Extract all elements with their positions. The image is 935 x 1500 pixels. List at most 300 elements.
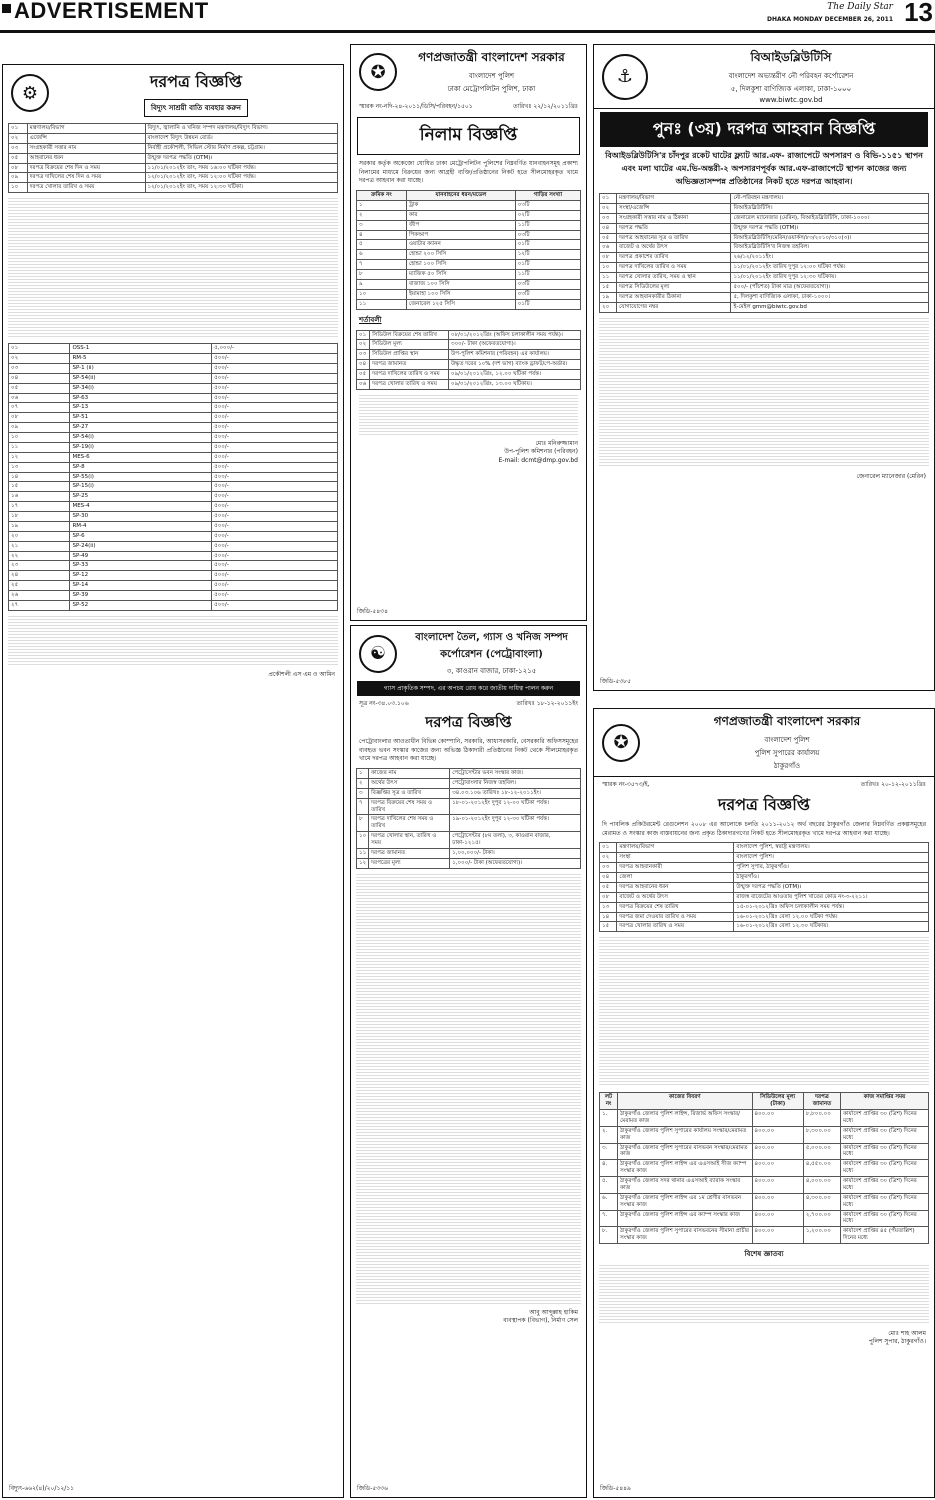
- ad5-info-row-cell: ০৩: [600, 863, 617, 873]
- ad4-info-row-cell: ২: [357, 778, 369, 788]
- ad1-code: বিদ্যুৎ-৬৬২(৪)/২০/১২/১১: [9, 1485, 75, 1492]
- ad1-item-row-cell: ৫০০/-: [212, 551, 338, 561]
- ad4-info-row-cell: দরপত্র দাখিলের শেষ সময় ও তারিখ: [369, 815, 450, 832]
- ad5-work-row-cell: ঠাকুরগাঁও জেলার পুলিশ সুপারের কার্যালয় সংস্কার/মেরামত কাজ: [618, 1126, 752, 1143]
- ad1-item-row: [9, 462, 338, 472]
- ad2-email: E-mail: dcmt@dmp.gov.bd: [498, 456, 578, 464]
- ad4-info-row-cell: দরপত্র খোলার স্থান, তারিখ ও সময়: [369, 832, 450, 849]
- ad5-work-row-cell: ৮,৩০০.০০: [803, 1126, 840, 1143]
- ad1-info-row-cell: ০৯: [9, 173, 28, 183]
- ad1-item-row: [9, 354, 338, 364]
- ad1-item-row-cell: ২১: [9, 541, 70, 551]
- ad2-condition-row: [357, 360, 581, 370]
- masthead-brand: The Daily Star: [827, 2, 893, 12]
- ad5-signature: মোঃ শাহ আলম: [888, 1330, 926, 1337]
- ad1-item-row-cell: ৫০০/-: [212, 531, 338, 541]
- ad2-signature: মোঃ মনিরুজ্জামান: [535, 439, 578, 447]
- ad2-title: নিলাম বিজ্ঞপ্তি: [357, 117, 580, 155]
- ad1-item-row-cell: ৫০০/-: [212, 442, 338, 452]
- masthead-date: DHAKA MONDAY DECEMBER 26, 2011: [767, 16, 893, 23]
- ad5-work-row-cell: ৪০০.০০: [752, 1193, 803, 1210]
- ad2-date: তারিখঃ ২২/১২/২০১১খ্রিঃ: [513, 103, 578, 110]
- ad5-work-row-cell: ৪,০০০.০০: [803, 1177, 840, 1194]
- ad1-item-row-cell: ০৪: [9, 373, 70, 383]
- ad1-info-row-cell: দরপত্র খোলার তারিখ ও সময়: [27, 183, 145, 193]
- ad1-item-row-cell: ৫০০/-: [212, 492, 338, 502]
- ad1-item-row-cell: ৫০০/-: [212, 413, 338, 423]
- ad1-item-row-cell: ৫০০/-: [212, 472, 338, 482]
- ad4-info-row-cell: ৩৪.০৩.১০৬ তারিখঃ ১৮-১২-২০১১ইং।: [450, 788, 581, 798]
- ad2-org: গণপ্রজাতন্ত্রী বাংলাদেশ সরকার: [418, 50, 565, 64]
- ad1-item-row: [9, 551, 338, 561]
- ad5-work-row-cell: ৪০০.০০: [752, 1160, 803, 1177]
- ad2-conditions-table: [356, 330, 581, 390]
- ad5-sig-line: পুলিশ সুপার, ঠাকুরগাঁও।: [868, 1338, 926, 1346]
- ad2-vehicle-row: [357, 250, 581, 260]
- ad4-info-row-cell: ১২: [357, 858, 369, 868]
- ad5-work-row-cell: ৮,৮০০.০০: [803, 1110, 840, 1127]
- ad2-condition-row-cell: ০৪: [357, 360, 370, 370]
- ad4-info-row: [357, 848, 581, 858]
- ad5-info-row-cell: বাজেট ও অর্থের উৎস: [617, 892, 734, 902]
- ad5-work-row: [600, 1160, 929, 1177]
- ad3-info-row: [600, 253, 929, 263]
- ad2-vehicle-row-cell: ৫: [357, 240, 407, 250]
- ad3-info-row: [600, 223, 929, 233]
- ad5-work-row-cell: ৪০০.০০: [752, 1210, 803, 1227]
- ad1-details-text: [8, 198, 338, 338]
- ad3-info-row-cell: সংস্থা/এজেন্সি: [617, 203, 731, 213]
- ad5-info-row: [600, 853, 929, 863]
- ad2-vehicle-row-cell: ট্রাক: [406, 200, 515, 210]
- ad1-info-row: [9, 133, 338, 143]
- ad2-condition-row: [357, 330, 581, 340]
- ad4-info-row-cell: দরপত্র বিক্রয়ের শেষ সময় ও তারিখ: [369, 798, 450, 815]
- ad5-info-row-cell: ১৬-০১-২০১২খ্রিঃ বেলা ১২.০০ ঘটিকা পর্যন্ত।: [734, 912, 929, 922]
- ad5-work-row: [600, 1210, 929, 1227]
- ad2-vehicle-row-cell: ম্যাজিক ৫০ সিসি: [406, 270, 515, 280]
- ad1-item-row-cell: SP-34(i): [70, 383, 212, 393]
- ad5-work-row: [600, 1143, 929, 1160]
- ad1-items-table: [8, 343, 338, 611]
- ad-thakurgaon-police-tender: [593, 708, 935, 1498]
- ad2-vehicle-table: [356, 190, 581, 310]
- ad4-info-row-cell: ১,০০,০০০/- টাকা।: [450, 848, 581, 858]
- ad5-details-text: [599, 937, 929, 1087]
- ad1-item-row-cell: ৫০০/-: [212, 600, 338, 610]
- ad1-info-row-cell: ০১: [9, 124, 28, 134]
- ad1-item-row-cell: ৫০০/-: [212, 403, 338, 413]
- ad3-info-row-cell: জেনারেল ম্যানেজার (মেরিন), বিআইডব্লিউটিসি, ঢাকা-১০০০।: [731, 213, 929, 223]
- ad3-info-row-cell: দরপত্র খোলার তারিখ, সময় ও স্থান: [617, 273, 731, 283]
- ad1-item-row: [9, 531, 338, 541]
- ad1-item-row-cell: ৫০০/-: [212, 433, 338, 443]
- ad2-vehicle-row-cell: বাজাজ ১০০ সিসি: [406, 279, 515, 289]
- ad5-work-row-cell: ৮.: [600, 1227, 618, 1244]
- ad3-info-row-cell: নৌ-পরিবহন মন্ত্রণালয়।: [731, 194, 929, 204]
- ad1-item-row: [9, 492, 338, 502]
- ad1-item-row: [9, 403, 338, 413]
- ad2-vehicle-row: [357, 279, 581, 289]
- ad3-info-row-cell: ই-মেইল gmm@biwtc.gov.bd: [731, 302, 929, 312]
- ad5-work-row-cell: কার্যাদেশ প্রাপ্তির ৩০ (ত্রিশ) দিনের মধ্যে: [841, 1210, 929, 1227]
- ad5-column-header: কাজ সমাপ্তির সময়: [841, 1093, 929, 1110]
- ad3-title: পুনঃ (৩য়) দরপত্র আহবান বিজ্ঞপ্তি: [600, 112, 928, 147]
- ad3-info-row-cell: দরপত্র দাখিলের তারিখ ও সময়: [617, 263, 731, 273]
- ad3-info-row: [600, 282, 929, 292]
- ad-power-tender: [2, 64, 344, 1498]
- ad1-item-row-cell: ২৪: [9, 571, 70, 581]
- ad1-item-row-cell: ০৯: [9, 423, 70, 433]
- ad3-info-row-cell: ২৬/১২/২০১১ইং।: [731, 253, 929, 263]
- ad3-sub: বাংলাদেশ অভ্যন্তরীণ নৌ পরিবহন কর্পোরেশন: [728, 72, 854, 80]
- ad1-info-row: [9, 183, 338, 193]
- ad4-info-row-cell: ১১: [357, 848, 369, 858]
- ad5-date: তারিখঃ ২০-১২-২০১১খ্রিঃ: [860, 781, 926, 788]
- ad4-info-row-cell: ১৮-০১-২০১২ইং দুপুর ১২-০০ ঘটিকা পর্যন্ত।: [450, 798, 581, 815]
- ad4-info-row-cell: ৮: [357, 815, 369, 832]
- ad4-info-row-cell: বিজ্ঞপ্তির সূত্র ও তারিখ: [369, 788, 450, 798]
- ad1-info-row: [9, 163, 338, 173]
- ad5-work-row-cell: কার্যাদেশ প্রাপ্তির ৪৫ (পঁয়তাল্লিশ) দিনের মধ্যে: [841, 1227, 929, 1244]
- ad3-info-row: [600, 243, 929, 253]
- ad1-item-row-cell: ০৩: [9, 363, 70, 373]
- ad2-vehicle-row-cell: ০২টি: [515, 210, 580, 220]
- ad5-info-row-cell: ০৫: [600, 882, 617, 892]
- ad3-info-row: [600, 233, 929, 243]
- ad2-extra-text: [359, 395, 578, 435]
- ad2-vehicle-row-cell: ৮: [357, 270, 407, 280]
- ad1-info-row-cell: বিদ্যুৎ, জ্বালানি ও খনিজ সম্পদ মন্ত্রণালয়/বিদ্যুৎ বিভাগ।: [145, 124, 338, 134]
- ad5-info-row-cell: পুলিশ সুপার, ঠাকুরগাঁও।: [734, 863, 929, 873]
- ad2-column-header: যানবাহনের ধরন/মডেল: [406, 191, 515, 201]
- ad3-info-row-cell: ১১: [600, 273, 617, 283]
- ad1-item-row-cell: ৫০০/-: [212, 512, 338, 522]
- ad1-info-row-cell: বাংলাদেশ বিদ্যুৎ উন্নয়ন বোর্ড।: [145, 133, 338, 143]
- ad4-info-row: [357, 778, 581, 788]
- ad1-item-row-cell: ৫০০/-: [212, 561, 338, 571]
- ad1-item-row-cell: ৫০০/-: [212, 482, 338, 492]
- ad1-item-row: [9, 373, 338, 383]
- ad2-condition-row-cell: সিডিউল প্রাপ্তির স্থান: [370, 350, 449, 360]
- ad5-work-row-cell: ৩.: [600, 1143, 618, 1160]
- ad3-info-row: [600, 273, 929, 283]
- ad2-vehicle-row-cell: জেনারেল ১২৫ সিসি: [406, 299, 515, 309]
- ad3-info-row-cell: ১১/০১/২০১২ইং তারিখ দুপুর ১২:০০ ঘটিকা পর্যন্ত।: [731, 263, 929, 273]
- ad1-item-row-cell: SP-30: [70, 512, 212, 522]
- ad5-work-row-cell: কার্যাদেশ প্রাপ্তির ৩০ (ত্রিশ) দিনের মধ্যে: [841, 1126, 929, 1143]
- ad4-strip: গ্যাস প্রাকৃতিক সম্পদ, এর অপচয় রোধ করে জাতীয় দায়িত্ব পালন করুন: [357, 681, 580, 696]
- ad5-work-row-cell: ৭.: [600, 1210, 618, 1227]
- ad5-info-row-cell: ১৫: [600, 922, 617, 932]
- ad-biwtc-tender: [593, 44, 935, 691]
- ad5-info-row-cell: ১৫-০১-২০১২খ্রিঃ অফিস চলাকালীন সময় পর্যন্ত।: [734, 902, 929, 912]
- ad1-item-row-cell: ৫০০/-: [212, 363, 338, 373]
- ad5-work-row-cell: ঠাকুরগাঁও জেলার সদর থানার এএসআই ব্যারাক সংস্কার কাজ: [618, 1177, 752, 1194]
- ad3-info-row-cell: ০৬: [600, 243, 617, 253]
- ad2-sub: বাংলাদেশ পুলিশ: [468, 72, 515, 80]
- ad1-item-row-cell: SP-25: [70, 492, 212, 502]
- ad1-item-row-cell: SP-13: [70, 403, 212, 413]
- ad5-work-row-cell: ৪,৫৫০.০০: [803, 1160, 840, 1177]
- ad5-special-text: [599, 1265, 929, 1325]
- ad2-column-header: ক্রমিক নং: [357, 191, 407, 201]
- ad5-info-row-cell: সংস্থা: [617, 853, 734, 863]
- ad1-item-row-cell: SP-55(i): [70, 472, 212, 482]
- ad2-vehicle-row: [357, 299, 581, 309]
- ad2-vehicle-row-cell: জীপ: [406, 220, 515, 230]
- ad3-info-row-cell: মন্ত্রণালয়/বিভাগ: [617, 194, 731, 204]
- ad1-item-row: [9, 442, 338, 452]
- ad5-title: দরপত্র বিজ্ঞপ্তি: [718, 795, 810, 814]
- ad5-work-row-cell: কার্যাদেশ প্রাপ্তির ৩০ (ত্রিশ) দিনের মধ্যে: [841, 1143, 929, 1160]
- ad1-item-row-cell: ৫০০/-: [212, 591, 338, 601]
- ad1-item-row: [9, 393, 338, 403]
- ad2-vehicle-row: [357, 230, 581, 240]
- ad5-work-row-cell: ৪০০.০০: [752, 1227, 803, 1244]
- ad4-info-row: [357, 798, 581, 815]
- ad3-info-row-cell: ২০: [600, 302, 617, 312]
- ad5-sub2: পুলিশ সুপারের কার্যালয়: [754, 749, 820, 757]
- ad2-vehicle-row-cell: ১১টি: [515, 270, 580, 280]
- ad1-item-row-cell: ১৯: [9, 521, 70, 531]
- ad3-info-row: [600, 263, 929, 273]
- ad5-work-row: [600, 1110, 929, 1127]
- ad2-vehicle-row: [357, 220, 581, 230]
- ad5-info-row-cell: মন্ত্রণালয়/বিভাগ: [617, 843, 734, 853]
- ad1-item-row-cell: ১১: [9, 442, 70, 452]
- ad2-vehicle-row-cell: হোন্ডা ২০০ সিসি: [406, 250, 515, 260]
- ad5-column-header: কাজের বিবরণ: [618, 1093, 752, 1110]
- ad5-info-row: [600, 863, 929, 873]
- ad2-condition-row-cell: ০৬: [357, 379, 370, 389]
- ad5-info-row-cell: ০৪: [600, 873, 617, 883]
- ad5-column-header: সিডিউলের মূল্য (টাকা): [752, 1093, 803, 1110]
- ad3-info-table: [599, 193, 929, 313]
- ad1-item-row-cell: ০৮: [9, 413, 70, 423]
- ad5-info-row-cell: দরপত্র জমা দেওয়ার তারিখ ও সময়: [617, 912, 734, 922]
- ad2-code: জিডি-৫৪৩৪: [357, 608, 388, 615]
- ad5-work-row-cell: কার্যাদেশ প্রাপ্তির ৩০ (ত্রিশ) দিনের মধ্যে: [841, 1193, 929, 1210]
- ad1-item-row: [9, 413, 338, 423]
- ad1-info-row-cell: দরপত্র দাখিলের শেষ দিন ও সময়: [27, 173, 145, 183]
- ad1-item-row-cell: ১৮: [9, 512, 70, 522]
- ad5-works-table: [599, 1092, 929, 1244]
- ad3-info-row-cell: ১৯: [600, 292, 617, 302]
- ad1-notes-text: [8, 616, 338, 666]
- ad4-org: বাংলাদেশ তৈল, গ্যাস ও খনিজ সম্পদ কর্পোরেশন (পেট্রোবাংলা): [415, 632, 568, 660]
- ad1-info-row-cell: আহবানের ধরন: [27, 153, 145, 163]
- ad-petrobangla-tender: [350, 625, 587, 1498]
- ad1-item-row-cell: SP-54(ii): [70, 373, 212, 383]
- ad5-work-row-cell: কার্যাদেশ প্রাপ্তির ৩০ (ত্রিশ) দিনের মধ্যে: [841, 1110, 929, 1127]
- ad1-item-row: [9, 541, 338, 551]
- ad2-vehicle-row-cell: ০৩টি: [515, 200, 580, 210]
- ad2-vehicle-row-cell: ৩: [357, 220, 407, 230]
- ad4-info-row: [357, 815, 581, 832]
- ad1-item-row-cell: ৫০০/-: [212, 354, 338, 364]
- ad3-code: জিডি-৫৩৮৫: [600, 678, 631, 685]
- ad5-info-row-cell: ঠাকুরগাঁও।: [734, 873, 929, 883]
- ad2-vehicle-row-cell: ০১টি: [515, 260, 580, 270]
- ad1-header: [3, 65, 343, 121]
- ad4-info-row-cell: ১: [357, 769, 369, 779]
- ad2-condition-row-cell: দরপত্র জামানত: [370, 360, 449, 370]
- ad1-title: দরপত্র বিজ্ঞপ্তি: [150, 72, 242, 91]
- ad5-special-title: বিশেষ জ্ঞাতব্য: [744, 1250, 784, 1258]
- ad1-item-row-cell: ০৬: [9, 393, 70, 403]
- ad5-column-header: লট নং: [600, 1093, 618, 1110]
- ad2-condition-row-cell: ০১: [357, 330, 370, 340]
- ad3-info-row-cell: বিআইডব্লিউটিসি/মেরিন/ওয়ার্কস/৮৩/২০১০/৩১০(৩)।: [731, 233, 929, 243]
- ad2-memo: স্মারক নং-নদি-২৪-২০১১/ডিসি/পরিবহন/১৫০১: [359, 103, 473, 110]
- ad1-info-row-cell: এজেন্সি: [27, 133, 145, 143]
- ad2-condition-row-cell: ০৩: [357, 350, 370, 360]
- ad2-vehicle-row-cell: ০৩টি: [515, 230, 580, 240]
- ad1-info-row-cell: উন্মুক্ত দরপত্র পদ্ধতি (OTM)।: [145, 153, 338, 163]
- ad2-vehicle-row-cell: কার: [406, 210, 515, 220]
- ad2-condition-row-cell: উপ-পুলিশ কমিশনার (পরিবহন) এর কার্যালয়।: [449, 350, 581, 360]
- ad2-vehicle-row-cell: ৪: [357, 230, 407, 240]
- ad5-work-row-cell: ৪.: [600, 1160, 618, 1177]
- ad2-vehicle-row-cell: ১১টি: [515, 220, 580, 230]
- ad2-vehicle-row-cell: ওয়াটার ক্যানন: [406, 240, 515, 250]
- ad2-vehicle-row: [357, 270, 581, 280]
- govt-emblem-icon: ✪: [359, 53, 397, 91]
- ad1-item-row-cell: SP-1 (ii): [70, 363, 212, 373]
- ad1-item-row-cell: ৫০০/-: [212, 373, 338, 383]
- ad5-info-row-cell: দরপত্র আহবানকারী: [617, 863, 734, 873]
- ad3-signature: জেনারেল ম্যানেজার (মেরিন): [856, 472, 926, 480]
- ad2-condition-row-cell: ৩০০/- টাকা (অফেরতযোগ্য)।: [449, 340, 581, 350]
- ad5-work-row-cell: ১.: [600, 1110, 618, 1127]
- ad5-work-row-cell: ১,২০০.০০: [803, 1227, 840, 1244]
- ad1-item-row-cell: ০৭: [9, 403, 70, 413]
- ad5-info-row-cell: বাংলাদেশ পুলিশ।: [734, 853, 929, 863]
- ad1-item-row-cell: ০১: [9, 344, 70, 354]
- ad5-info-row-cell: ১৬-০১-২০১২খ্রিঃ বেলা ১২.৩০ ঘটিকায়।: [734, 922, 929, 932]
- ad1-item-row: [9, 521, 338, 531]
- ad5-intro: দি পাবলিক প্রকিউরমেন্ট রেগুলেশন ২০০৮ এর আলোকে চলতি ২০১১-২০১২ অর্থ বছরের ঠাকুরগাঁও জেলার নিম্নবর্ণিত প্রকল্পসমূহের মেরামত ও সংস্কার কাজ বাস্তবায়নের জন্য প্রকৃত ঠিকাদারগণের নিকট হতে সীলমোহরকৃত খামে দরপত্র আহবান করা যাচ্ছে।: [602, 821, 926, 837]
- ad1-item-row-cell: OSS-1: [70, 344, 212, 354]
- ad1-item-row-cell: ২৬: [9, 591, 70, 601]
- ad1-info-row-cell: ১২/০১/২০১২ইং তাং, সময় ১২:৩০ ঘটিকা।: [145, 183, 338, 193]
- ad5-info-row-cell: দরপত্র বিক্রয়ের শেষ তারিখ: [617, 902, 734, 912]
- ad1-item-row-cell: MES-4: [70, 502, 212, 512]
- ad2-vehicle-row-cell: ০৩টি: [515, 279, 580, 289]
- ad1-item-row-cell: RM-5: [70, 354, 212, 364]
- ad2-condition-row-cell: ০২: [357, 340, 370, 350]
- ad1-item-row: [9, 472, 338, 482]
- ad2-vehicle-row-cell: ১১: [357, 299, 407, 309]
- ad5-work-row: [600, 1177, 929, 1194]
- ad2-vehicle-row-cell: ৬: [357, 250, 407, 260]
- ad4-info-row-cell: ৭: [357, 798, 369, 815]
- ad5-work-row-cell: ঠাকুরগাঁও জেলার পুলিশ লাইন্স এর ক্যাম্প সংস্কার কাজ: [618, 1210, 752, 1227]
- ad1-info-row-cell: দরপত্র বিক্রয়ের শেষ দিন ও সময়: [27, 163, 145, 173]
- ad3-info-row-cell: ০৮: [600, 253, 617, 263]
- ad5-sub3: ঠাকুরগাঁও: [773, 762, 801, 770]
- ad1-item-row: [9, 591, 338, 601]
- ad4-info-row-cell: পেট্রোবাংলার নিজস্ব তহবিল।: [450, 778, 581, 788]
- ad2-vehicle-row-cell: ১২টি: [515, 250, 580, 260]
- ad1-item-row-cell: ১৩: [9, 462, 70, 472]
- ad2-vehicle-row: [357, 240, 581, 250]
- ad1-info-row-cell: মন্ত্রণালয়/বিভাগ: [27, 124, 145, 134]
- ad1-item-row: [9, 433, 338, 443]
- ad4-code: জিডি-৫৩৩৬: [357, 1485, 388, 1492]
- ad1-info-row-cell: ১২/০১/২০১২ইং তাং, সময় ১২:০০ ঘটিকা পর্যন্ত।: [145, 173, 338, 183]
- ad4-info-row-cell: পেট্রোসেন্টার (৮ম তলা), ৩, কাওরান বাজার, ঢাকা-১২১৫।: [450, 832, 581, 849]
- ad2-condition-row: [357, 350, 581, 360]
- ad2-condition-row-cell: উদ্ধৃত দরের ১০% (দশ ভাগ) ব্যাংক ড্রাফট/পে-অর্ডার।: [449, 360, 581, 370]
- ad1-item-row-cell: ১৪: [9, 472, 70, 482]
- ad4-info-row-cell: ১,০০০/- টাকা (অফেরতযোগ্য)।: [450, 858, 581, 868]
- ad2-vehicle-row-cell: ১০: [357, 289, 407, 299]
- ad1-info-row-cell: ১১/০১/২০১২ইং তাং, সময় ১৬:০০ ঘটিকা পর্যন্ত।: [145, 163, 338, 173]
- ad1-item-row-cell: ৫০০/-: [212, 462, 338, 472]
- ad1-info-row-cell: ০৮: [9, 163, 28, 173]
- ad4-info-row-cell: ৩: [357, 788, 369, 798]
- ad5-work-row-cell: ঠাকুরগাঁও জেলার পুলিশ সুপারের বাসভবন সংস্কার/মেরামত কাজ: [618, 1143, 752, 1160]
- ad4-intro: পেট্রোবাংলার আওতাধীন বিভিন্ন কোম্পানি, সরকারি, আধাসরকারি, বেসরকারি অফিসসমূহের ব্যবহৃত ভবন সংস্কার কাজের জন্য অভিজ্ঞ ঠিকাদারী প্রতিষ্ঠানের নিকট থেকে সীলমোহরকৃত খামে দরপত্র আহবান করা যাচ্ছে।: [359, 738, 578, 763]
- ad3-intro: বিআইডব্লিউটিসি'র চাঁদপুর রকেট ঘাটের ফ্ল্যাট আর.এফ- রাজাপেটে অপসারণ ও বিভি-১১৫১ স্থাপন এবং মলা ঘাটের এম.ভি-অন্তরী-২ অপসারণপূর্বক আর.এফ-রাজাপেটে স্থাপন কাজের জন্য অভিজ্ঞতাসম্পন্ন প্রতিষ্ঠানের নিকট হতে দরপত্র আহবান।: [605, 151, 923, 186]
- ad1-item-row-cell: ৫০০/-: [212, 521, 338, 531]
- ad1-signature: প্রকৌশলী এস এম ও আমিন: [268, 670, 335, 678]
- ad2-column-header: গাড়ির সংখ্যা: [515, 191, 580, 201]
- ad1-item-row-cell: ২৫: [9, 581, 70, 591]
- ad1-info-row-cell: সংগ্রহকারী সত্তার নাম: [27, 143, 145, 153]
- ad2-vehicle-row-cell: ১: [357, 200, 407, 210]
- ad3-org: বিআইডব্লিউটিসি: [750, 50, 832, 64]
- ad1-item-row-cell: ১৬: [9, 492, 70, 502]
- ad2-vehicle-row-cell: ইয়ামাহা ১০০ সিসি: [406, 289, 515, 299]
- ad3-info-row: [600, 194, 929, 204]
- ad5-work-row-cell: ৬.: [600, 1193, 618, 1210]
- masthead: [0, 0, 935, 33]
- ad2-vehicle-row-cell: হোন্ডা ১০০ সিসি: [406, 260, 515, 270]
- ad-police-auction: [350, 44, 587, 621]
- ad1-item-row-cell: SP-63: [70, 393, 212, 403]
- ad5-work-row: [600, 1126, 929, 1143]
- ad5-info-row: [600, 912, 929, 922]
- ad3-info-row: [600, 213, 929, 223]
- ad5-work-row-cell: ঠাকুরগাঁও জেলার পুলিশ লাইন্স এর এএসআই সীজ ক্যাম্প সংস্কার কাজ: [618, 1160, 752, 1177]
- ad1-item-row: [9, 600, 338, 610]
- ad4-info-row-cell: দরপত্রের মূল্য: [369, 858, 450, 868]
- ad1-item-row-cell: ১৫: [9, 482, 70, 492]
- ad1-item-row-cell: SP-12: [70, 571, 212, 581]
- ad1-item-row: [9, 512, 338, 522]
- ad5-work-row-cell: ২.: [600, 1126, 618, 1143]
- ad1-info-row: [9, 153, 338, 163]
- ad1-item-row-cell: ২০: [9, 531, 70, 541]
- ad2-condition-row-cell: সিডিউল বিক্রয়ের শেষ তারিখ: [370, 330, 449, 340]
- ad2-condition-row-cell: ০৯/০১/২০১২খ্রিঃ, ১২.০০ ঘটিকা পর্যন্ত।: [449, 370, 581, 380]
- ad4-info-row-cell: ১৯-০১-২০১২ইং দুপুর ১২-৩০ ঘটিকা পর্যন্ত।: [450, 815, 581, 832]
- ad5-org: গণপ্রজাতন্ত্রী বাংলাদেশ সরকার: [713, 714, 861, 728]
- ad2-vehicle-row-cell: ৯: [357, 279, 407, 289]
- ad1-item-row-cell: ৫,০০০/-: [212, 344, 338, 354]
- ad5-work-row-cell: ২,৭০০.০০: [803, 1210, 840, 1227]
- ad5-work-row-cell: কার্যাদেশ প্রাপ্তির ৩০ (ত্রিশ) দিনের মধ্যে: [841, 1160, 929, 1177]
- ad4-details-text: [356, 874, 581, 1304]
- ad1-info-row: [9, 124, 338, 134]
- ad1-item-row: [9, 561, 338, 571]
- ad3-web: www.biwtc.gov.bd: [759, 96, 823, 104]
- ad1-item-row: [9, 423, 338, 433]
- ad1-item-row-cell: SP-15(i): [70, 482, 212, 492]
